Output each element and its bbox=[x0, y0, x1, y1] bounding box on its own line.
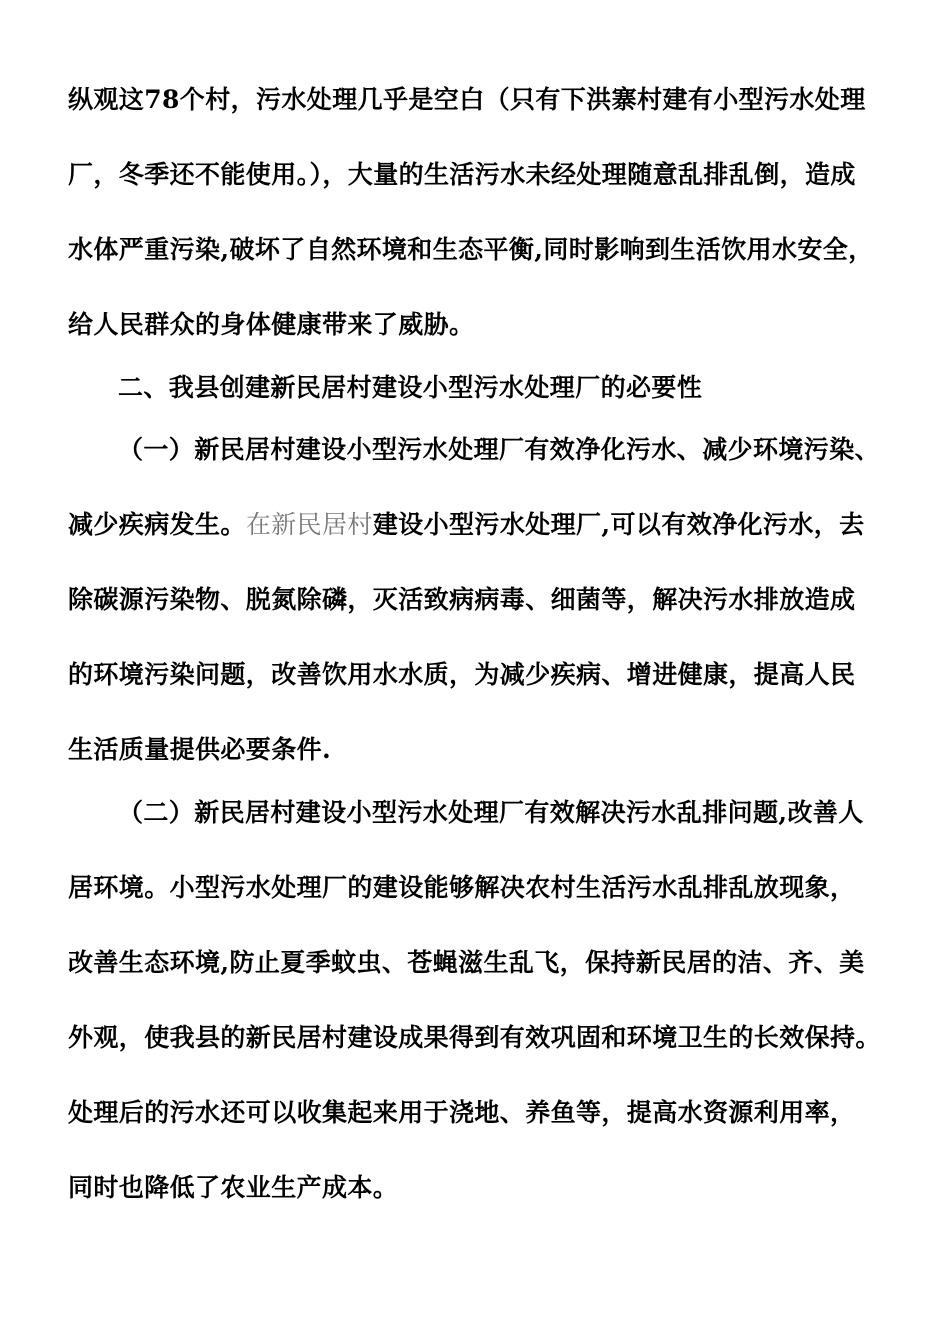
paragraph-line: 外观，使我县的新民居村建设成果得到有效巩固和环境卫生的长效保持。 bbox=[68, 1023, 881, 1052]
muted-text: 在新民居村 bbox=[245, 510, 373, 539]
paragraph-line: 纵观这78个村，污水处理几乎是空白（只有下洪寨村建有小型污水处理 bbox=[68, 85, 866, 114]
paragraph-line: 同时也降低了农业生产成本。 bbox=[68, 1173, 399, 1202]
paragraph-line: 除碳源污染物、脱氮除磷，灭活致病病毒、细菌等，解决污水排放造成 bbox=[68, 585, 856, 614]
paragraph-line bbox=[68, 868, 898, 908]
paragraph-line bbox=[68, 505, 898, 545]
paragraph-line: 的环境污染问题，改善饮用水水质，为减少疾病、增进健康，提高人民 bbox=[68, 660, 856, 689]
paragraph-line: 生活质量提供必要条件. bbox=[68, 735, 332, 764]
subsection-title-end: 居环境。 bbox=[68, 873, 170, 902]
paragraph-line: 厂，冬季还不能使用。），大量的生活污水未经处理随意乱排乱倒，造成 bbox=[68, 160, 856, 189]
paragraph-text: 小型污水处理厂的建设能够解决农村生活污水乱排乱放现象， bbox=[169, 873, 856, 902]
section-heading: 二、我县创建新民居村建设小型污水处理厂的必要性 bbox=[118, 373, 703, 402]
paragraph-line: 改善生态环境,防止夏季蚊虫、苍蝇滋生乱飞，保持新民居的洁、齐、美 bbox=[68, 948, 865, 977]
paragraph-text: 建设小型污水处理厂,可以有效净化污水，去 bbox=[372, 510, 865, 539]
paragraph-line: 处理后的污水还可以收集起来用于浇地、养鱼等，提高水资源利用率， bbox=[68, 1098, 856, 1127]
subsection-title-line: （一）新民居村建设小型污水处理厂有效净化污水、减少环境污染、 bbox=[118, 435, 881, 464]
paragraph-line: 给人民群众的身体健康带来了威胁。 bbox=[68, 310, 475, 339]
subsection-title-line: （二）新民居村建设小型污水处理厂有效解决污水乱排问题,改善人 bbox=[118, 798, 864, 827]
paragraph-line: 水体严重污染,破坏了自然环境和生态平衡,同时影响到生活饮用水安全， bbox=[68, 235, 874, 264]
subsection-title-end: 减少疾病发生。 bbox=[68, 510, 246, 539]
